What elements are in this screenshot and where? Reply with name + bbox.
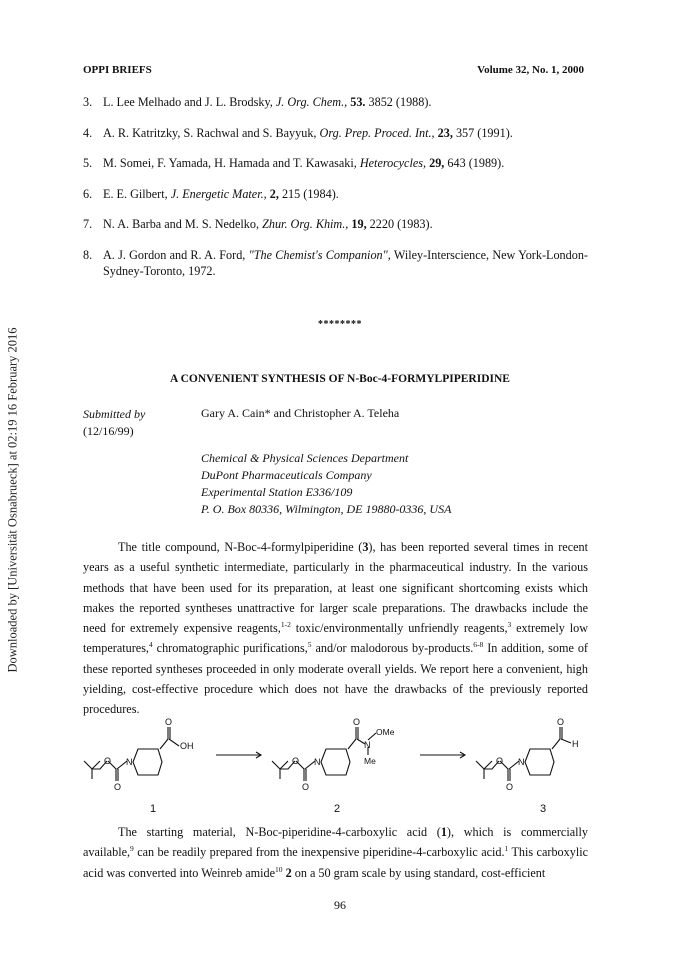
atom-hydroxyl: OH (180, 741, 194, 751)
compound-label-1: 1 (150, 803, 157, 813)
reference-item: 4. A. R. Katritzky, S. Rachwal and S. Bayyuk, Org. Prep. Proced. Int., 23, 357 (1991). (83, 125, 513, 140)
section-separator: ******** (318, 319, 362, 330)
compound-label-2: 2 (334, 803, 341, 813)
atom-carbonyl-oxygen: O (114, 782, 122, 792)
reference-item: 7. N. A. Barba and M. S. Nedelko, Zhur. Org. Khim., 19, 2220 (1983). (83, 217, 433, 231)
atom-carbonyl-oxygen: O (165, 717, 173, 727)
submitted-date: (12/16/99) (83, 424, 134, 438)
reaction-arrow-1 (216, 752, 261, 758)
reaction-scheme (80, 713, 600, 813)
atom-oxygen: O (292, 756, 300, 766)
running-header-volume: Volume 32, No. 1, 2000 (477, 64, 584, 76)
atom-methyl: Me (364, 756, 376, 766)
affiliation-line: Experimental Station E336/109 (201, 485, 353, 499)
atom-nitrogen: N (518, 757, 525, 767)
atom-oxygen: O (496, 756, 504, 766)
compound-1-structure (84, 717, 194, 813)
body-paragraph-starting-material: The starting material, N-Boc-piperidine-4-carboxylic acid (1), which is commercially available,$^9$ can be readily prepared from the inexpensive piperidine-4-carboxylic acid.$^1$ This carboxylic acid was converted into Weinreb amide$^{10}$ 2 on a 50 gram scale by using standard, cost-efficient (83, 825, 588, 880)
article-title: A CONVENIENT SYNTHESIS OF N-Boc-4-FORMYLPIPERIDINE (170, 373, 510, 385)
page-number: 96 (334, 898, 346, 912)
author-affiliation (201, 450, 451, 518)
reference-list (83, 94, 588, 293)
affiliation-line: P. O. Box 80336, Wilmington, DE 19880-0336, USA (201, 502, 452, 516)
submission-info (83, 406, 145, 440)
atom-carbonyl-oxygen: O (302, 782, 310, 792)
atom-hydrogen: H (572, 739, 579, 749)
reference-item: 5. M. Somei, F. Yamada, H. Hamada and T. Kawasaki, Heterocycles, 29, 643 (1989). (83, 156, 505, 170)
download-watermark: Downloaded by [Universität Osnabrueck] at 02:19 16 February 2016 (5, 327, 20, 673)
atom-nitrogen: N (314, 757, 321, 767)
atom-carbonyl-oxygen: O (353, 717, 361, 727)
atom-oxygen: O (104, 756, 112, 766)
compound-2-structure (272, 717, 395, 813)
affiliation-line: Chemical & Physical Sciences Department (201, 451, 409, 465)
reference-item: 8. A. J. Gordon and R. A. Ford, "The Chemist's Companion", Wiley-Interscience, New York-London-Sydney-Toronto, 1972. (83, 247, 588, 278)
article-authors: Gary A. Cain* and Christopher A. Teleha (201, 406, 400, 420)
body-paragraph-intro: The title compound, N-Boc-4-formylpiperidine (3), has been reported several times in recent years as a useful synthetic intermediate, particularly in the pharmaceutical industry. In the various methods that have been used for its preparation, at least one significant shortcoming exists which makes the reported syntheses unattractive for larger scale preparations. The drawbacks include the need for extremely expensive reagents,$^{1-2}$ toxic/environmentally unfriendly reagents,$^3$ extremely low temperatures,$^4$ chromatographic purifications,$^5$ and/or malodorous by-products.$^{6-8}$ In addition, some of these reported syntheses proceeded in only moderate overall yields. We report here a convenient, high yielding, cost-effective procedure which does not have the drawbacks of the previously reported procedures. (83, 540, 589, 717)
atom-carbonyl-oxygen: O (506, 782, 514, 792)
running-header-journal: OPPI BRIEFS (83, 64, 152, 76)
reference-item: 6. E. E. Gilbert, J. Energetic Mater., 2, 215 (1984). (83, 186, 339, 201)
atom-amide-nitrogen: N (364, 740, 371, 750)
compound-3-structure (476, 717, 579, 813)
affiliation-line: DuPont Pharmaceuticals Company (201, 468, 372, 482)
atom-nitrogen: N (126, 757, 133, 767)
reference-item: 3. L. Lee Melhado and J. L. Brodsky, J. Org. Chem., 53. 3852 (1988). (83, 95, 432, 109)
compound-label-3: 3 (540, 803, 547, 813)
reaction-arrow-2 (420, 752, 465, 758)
atom-carbonyl-oxygen: O (557, 717, 565, 727)
submitted-label: Submitted by (83, 407, 146, 421)
atom-methoxy: OMe (376, 727, 395, 737)
